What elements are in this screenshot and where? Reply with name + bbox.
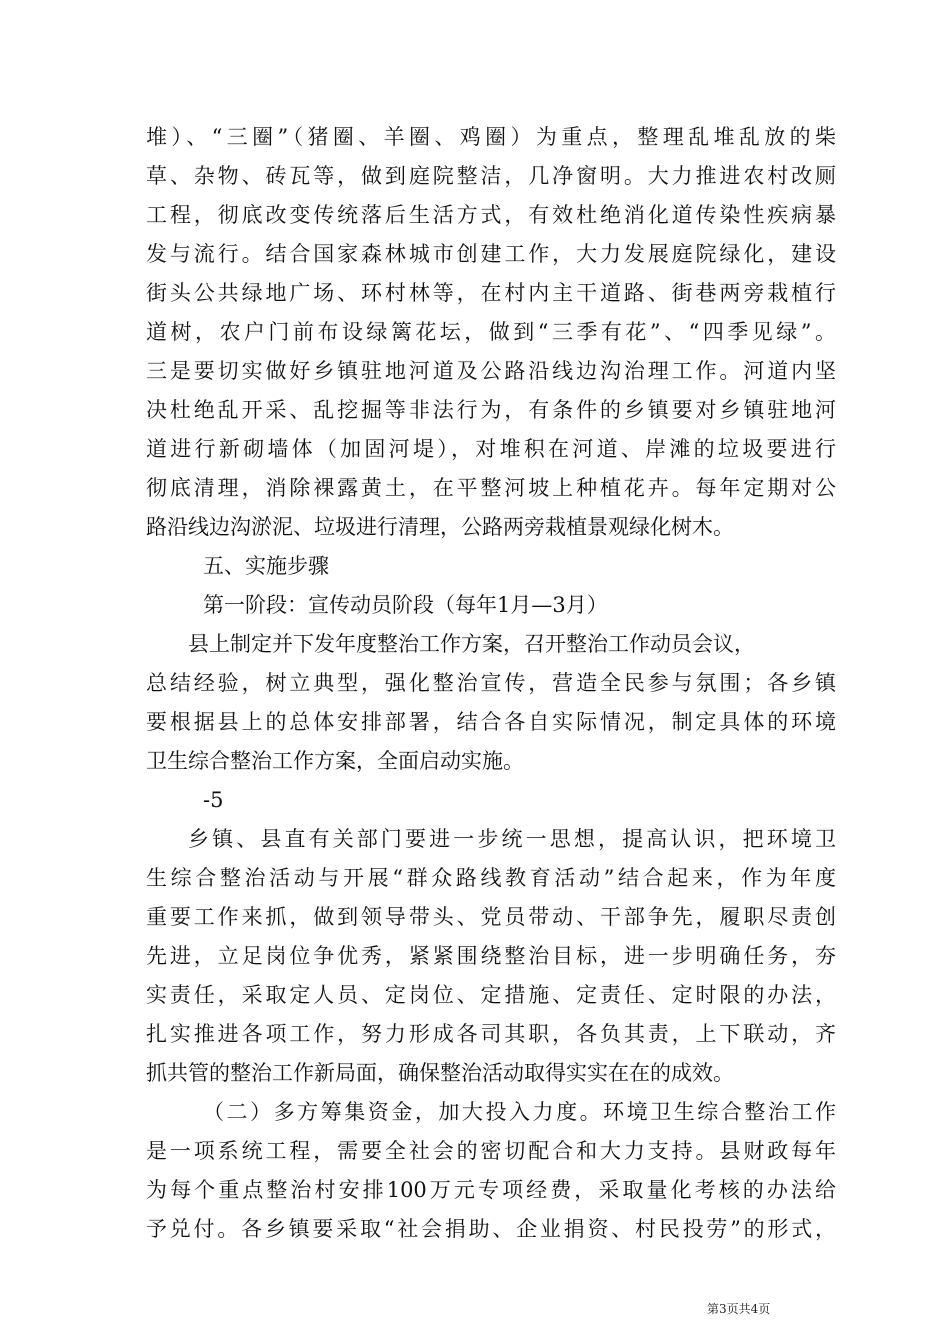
text-line: 路沿线边沟淤泥、垃圾进行清理，公路两旁栽植景观绿化树木。 (146, 515, 734, 539)
phase-heading: 第一阶段：宣传动员阶段（每年1月—3月） (203, 593, 608, 617)
text-line: 抓共管的整治工作新局面，确保整治活动取得实实在在的成效。 (146, 1061, 734, 1085)
document-body (146, 118, 836, 1249)
text-line: 三是要切实做好乡镇驻地河道及公路沿线边沟治理工作。河道内坚 (146, 359, 836, 383)
page-number-footer: 第3页共4页 (707, 1302, 771, 1316)
text-line: 扎实推进各项工作，努力形成各司其职，各负其责，上下联动，齐 (146, 1022, 836, 1046)
page-marker: -5 (203, 788, 224, 812)
text-line: 道进行新砌墙体（加固河堤），对堆积在河道、岸滩的垃圾要进行 (146, 437, 836, 461)
section-heading: 五、实施步骤 (203, 554, 329, 578)
text-line: 道树，农户门前布设绿篱花坛，做到“三季有花”、“四季见绿”。 (146, 320, 836, 344)
text-line: 堆）、“三圈”（猪圈、羊圈、鸡圈）为重点，整理乱堆乱放的柴 (146, 125, 836, 149)
text-line: 要根据县上的总体安排部署，结合各自实际情况，制定具体的环境 (146, 710, 836, 734)
paragraph-start: 县上制定并下发年度整治工作方案，召开整治工作动员会议， (188, 632, 755, 656)
paragraph-start: 乡镇、县直有关部门要进一步统一思想，提高认识，把环境卫 (188, 827, 836, 851)
text-line: 实责任，采取定人员、定岗位、定措施、定责任、定时限的办法， (146, 983, 836, 1007)
text-line: 决杜绝乱开采、乱挖掘等非法行为，有条件的乡镇要对乡镇驻地河 (146, 398, 836, 422)
text-line: 先进，立足岗位争优秀，紧紧围绕整治目标，进一步明确任务，夯 (146, 944, 836, 968)
text-line: 重要工作来抓，做到领导带头、党员带动、干部争先，履职尽责创 (146, 905, 836, 929)
text-line: 草、杂物、砖瓦等，做到庭院整洁，几净窗明。大力推进农村改厕 (146, 164, 836, 188)
text-line: 生综合整治活动与开展“群众路线教育活动”结合起来，作为年度 (146, 866, 836, 890)
paragraph-start: （二）多方筹集资金，加大投入力度。环境卫生综合整治工作 (203, 1100, 836, 1124)
text-line: 发与流行。结合国家森林城市创建工作，大力发展庭院绿化，建设 (146, 242, 836, 266)
text-line: 彻底清理，消除裸露黄土，在平整河坡上种植花卉。每年定期对公 (146, 476, 836, 500)
text-line: 卫生综合整治工作方案，全面启动实施。 (146, 749, 524, 773)
text-line: 为每个重点整治村安排100万元专项经费，采取量化考核的办法给 (146, 1178, 836, 1202)
text-line: 工程，彻底改变传统落后生活方式，有效杜绝消化道传染性疾病暴 (146, 203, 836, 227)
text-line: 街头公共绿地广场、环村林等，在村内主干道路、街巷两旁栽植行 (146, 281, 836, 305)
text-line: 是一项系统工程，需要全社会的密切配合和大力支持。县财政每年 (146, 1139, 836, 1163)
text-line: 予兑付。各乡镇要采取“社会捐助、企业捐资、村民投劳”的形式， (146, 1217, 836, 1241)
text-line: 总结经验，树立典型，强化整治宣传，营造全民参与氛围；各乡镇 (146, 671, 836, 695)
